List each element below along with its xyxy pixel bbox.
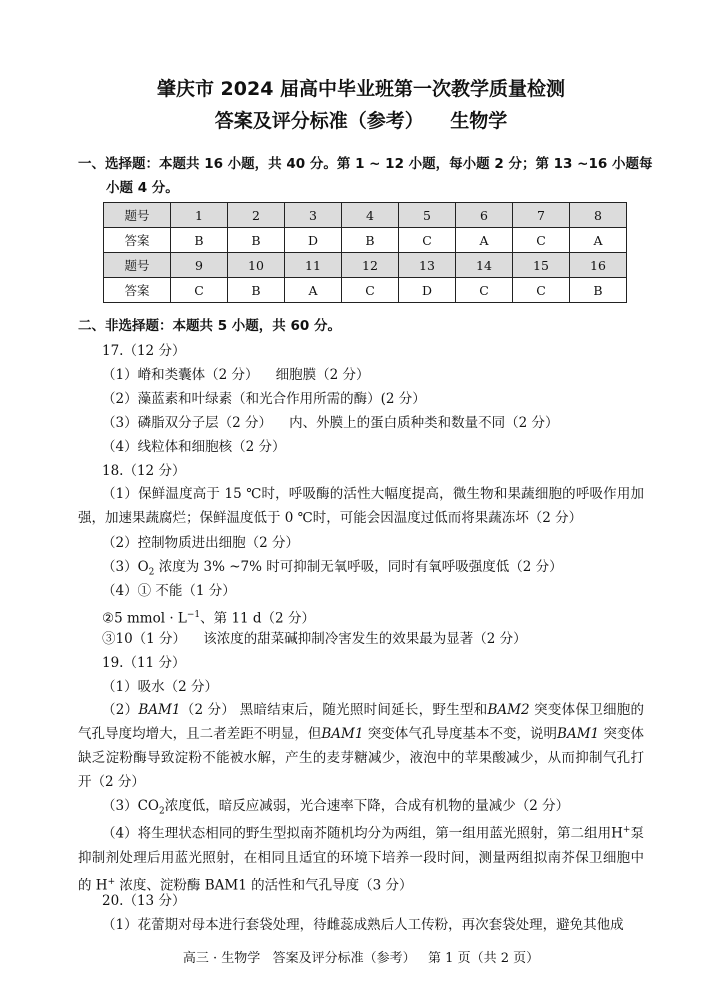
table-cell: B [228, 278, 285, 303]
q19-line1: （1）吸水（2 分） [102, 679, 218, 695]
table-cell: A [570, 228, 627, 253]
table-answer-row [104, 278, 627, 303]
q17-title: 17.（12 分） [102, 343, 186, 359]
table-cell: 16 [570, 253, 627, 278]
table-cell: 6 [456, 203, 513, 228]
q20-title: 20.（13 分） [102, 893, 186, 909]
table-cell: 1 [171, 203, 228, 228]
table-cell: 3 [285, 203, 342, 228]
table-cell: 11 [285, 253, 342, 278]
table-cell: D [285, 228, 342, 253]
q17-line4: （4）线粒体和细胞核（2 分） [102, 439, 286, 455]
table-cell: 10 [228, 253, 285, 278]
table-cell: 13 [399, 253, 456, 278]
table-cell: A [456, 228, 513, 253]
table-cell: B [171, 228, 228, 253]
row-label-cell: 题号 [104, 253, 171, 278]
table-cell: B [228, 228, 285, 253]
table-cell: B [342, 228, 399, 253]
q18-line4: （4）① 不能（1 分） [102, 583, 236, 599]
table-cell: 4 [342, 203, 399, 228]
table-cell: 8 [570, 203, 627, 228]
q19-para2: （2）BAM1（2 分） 黑暗结束后，随光照时间延长，野生型和BAM2 突变体保卫细胞的气孔导度均增大，且二者差距不明显，但BAM1 突变体气孔导度基本不变，说明BAM1 突变体缺乏淀粉酶导致淀粉不能被水解，产生的麦芽糖减少，液泡中的苹果酸减少，从而抑制气孔打开（2 分） [78, 702, 644, 790]
table-cell: 5 [399, 203, 456, 228]
q18-para1: （1）保鲜温度高于 15 ℃时，呼吸酶的活性大幅度提高，微生物和果蔬细胞的呼吸作用加强，加速果蔬腐烂；保鲜温度低于 0 ℃时，可能会因温度过低而将果蔬冻坏（2 分） [78, 486, 644, 526]
part1-heading-line2: 小题 4 分。 [106, 180, 179, 196]
table-cell: C [456, 278, 513, 303]
table-cell: B [570, 278, 627, 303]
table-header-row [104, 253, 627, 278]
table-cell: 14 [456, 253, 513, 278]
table-header-row [104, 203, 627, 228]
table-cell: C [513, 228, 570, 253]
table-cell: 2 [228, 203, 285, 228]
q18-line2: （2）控制物质进出细胞（2 分） [102, 535, 299, 551]
row-label-cell: 答案 [104, 278, 171, 303]
table-cell: C [513, 278, 570, 303]
part1-heading [78, 152, 652, 200]
table-cell: C [342, 278, 399, 303]
page-subtitle: 答案及评分标准（参考） 生物学 [214, 110, 508, 132]
row-label-cell: 答案 [104, 228, 171, 253]
table-cell: A [285, 278, 342, 303]
table-cell: 15 [513, 253, 570, 278]
q19-title: 19.（11 分） [102, 655, 186, 671]
q18-line6: ③10（1 分） 该浓度的甜菜碱抑制冷害发生的效果最为显著（2 分） [102, 631, 527, 647]
answer-table [103, 202, 627, 303]
table-cell: 9 [171, 253, 228, 278]
table-answer-row [104, 228, 627, 253]
part2-heading: 二、非选择题：本题共 5 小题，共 60 分。 [78, 318, 341, 334]
q18-title: 18.（12 分） [102, 463, 186, 479]
q19-para3: $(3)CO_2$浓度低，暗反应减弱，光合速率下降，合成有机物的量减少（2 分） [102, 798, 570, 817]
table-cell: D [399, 278, 456, 303]
row-label-cell: 题号 [104, 203, 171, 228]
q18-line3: $(3)O_2$ 浓度为 3% ~7% 时可抑制无氧呼吸，同时有氧呼吸强度低（2 分） [102, 559, 563, 578]
q17-line3: （3）磷脂双分子层（2 分） 内、外膜上的蛋白质种类和数量不同（2 分） [102, 415, 559, 431]
table-cell: 7 [513, 203, 570, 228]
table-cell: C [399, 228, 456, 253]
q20-line1: （1）花蕾期对母本进行套袋处理，待雌蕊成熟后人工传粉，再次套袋处理，避免其他成 [102, 917, 624, 933]
page-title: 肇庆市 2024 届高中毕业班第一次教学质量检测 [156, 78, 566, 100]
table-cell: C [171, 278, 228, 303]
q17-line1: （1）嵴和类囊体（2 分） 细胞膜（2 分） [102, 367, 370, 383]
table-cell: 12 [342, 253, 399, 278]
q19-para4: （4）将生理状态相同的野生型拟南芥随机均分为两组，第一组用蓝光照射，第二组用H+泵抑制剂处理后用蓝光照射，在相同且适宜的环境下培养一段时间，测量两组拟南芥保卫细胞中的 H+ 浓度、淀粉酶 BAM1 的活性和气孔导度（3 分） [78, 825, 644, 893]
page-footer: 高三 · 生物学 答案及评分标准（参考） 第 1 页（共 2 页） [182, 951, 540, 966]
part1-heading-line1: 一、选择题：本题共 16 小题，共 40 分。第 1 ~ 12 小题，每小题 2 分；第 13 ~16 小题每 [78, 156, 653, 172]
q18-line5: ②5 mmol · $L^{-1}$、第 11 d（2 分） [102, 610, 315, 627]
q17-line2: （2）藻蓝素和叶绿素（和光合作用所需的酶）(2 分） [102, 391, 426, 407]
